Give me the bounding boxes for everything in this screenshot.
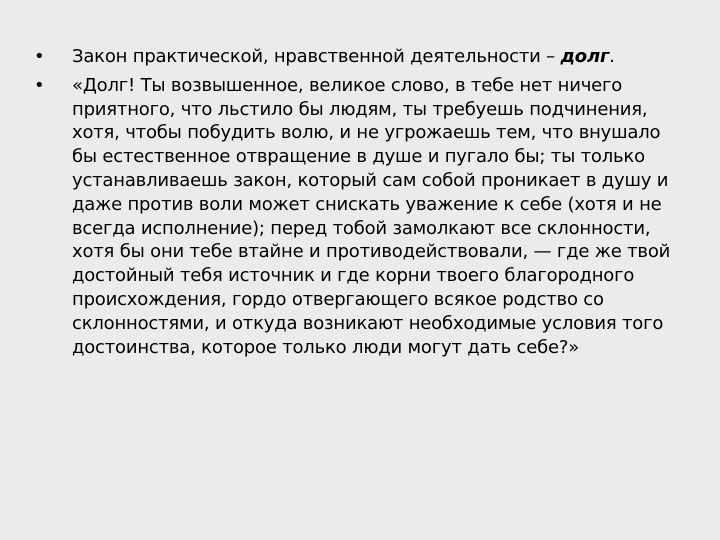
definition-period: . xyxy=(609,46,615,67)
bullet-item-quote xyxy=(34,74,694,360)
quote-text: «Долг! Ты возвышенное, великое слово, в тебе нет ничего приятного, что льстило бы людям, ты требуешь подчинения, хотя, чтобы побудить волю, и не угрожаешь тем, что внушало бы естественное отвращение в душе и пугало бы; ты только устанавливаешь закон, который сам собой проникает в душу и даже против воли может снискать уважение к себе (хотя и не всегда исполнение); перед тобой замолкают все склонности, хотя бы они тебе втайне и противодействовали, — где же твой достойный тебя источник и где корни твоего благородного происхождения, гордо отвергающего всякое родство со склонностями, и откуда возникают необходимые условия того достоинства, которое только люди могут дать себе?» xyxy=(72,74,671,358)
duty-term: долг xyxy=(560,46,610,67)
bullet-marker: • xyxy=(34,74,45,96)
bullet-marker: • xyxy=(34,46,45,67)
bullet-list xyxy=(34,45,694,364)
bullet-item-definition xyxy=(34,45,694,69)
definition-text: Закон практической, нравственной деятельности – xyxy=(72,46,561,67)
